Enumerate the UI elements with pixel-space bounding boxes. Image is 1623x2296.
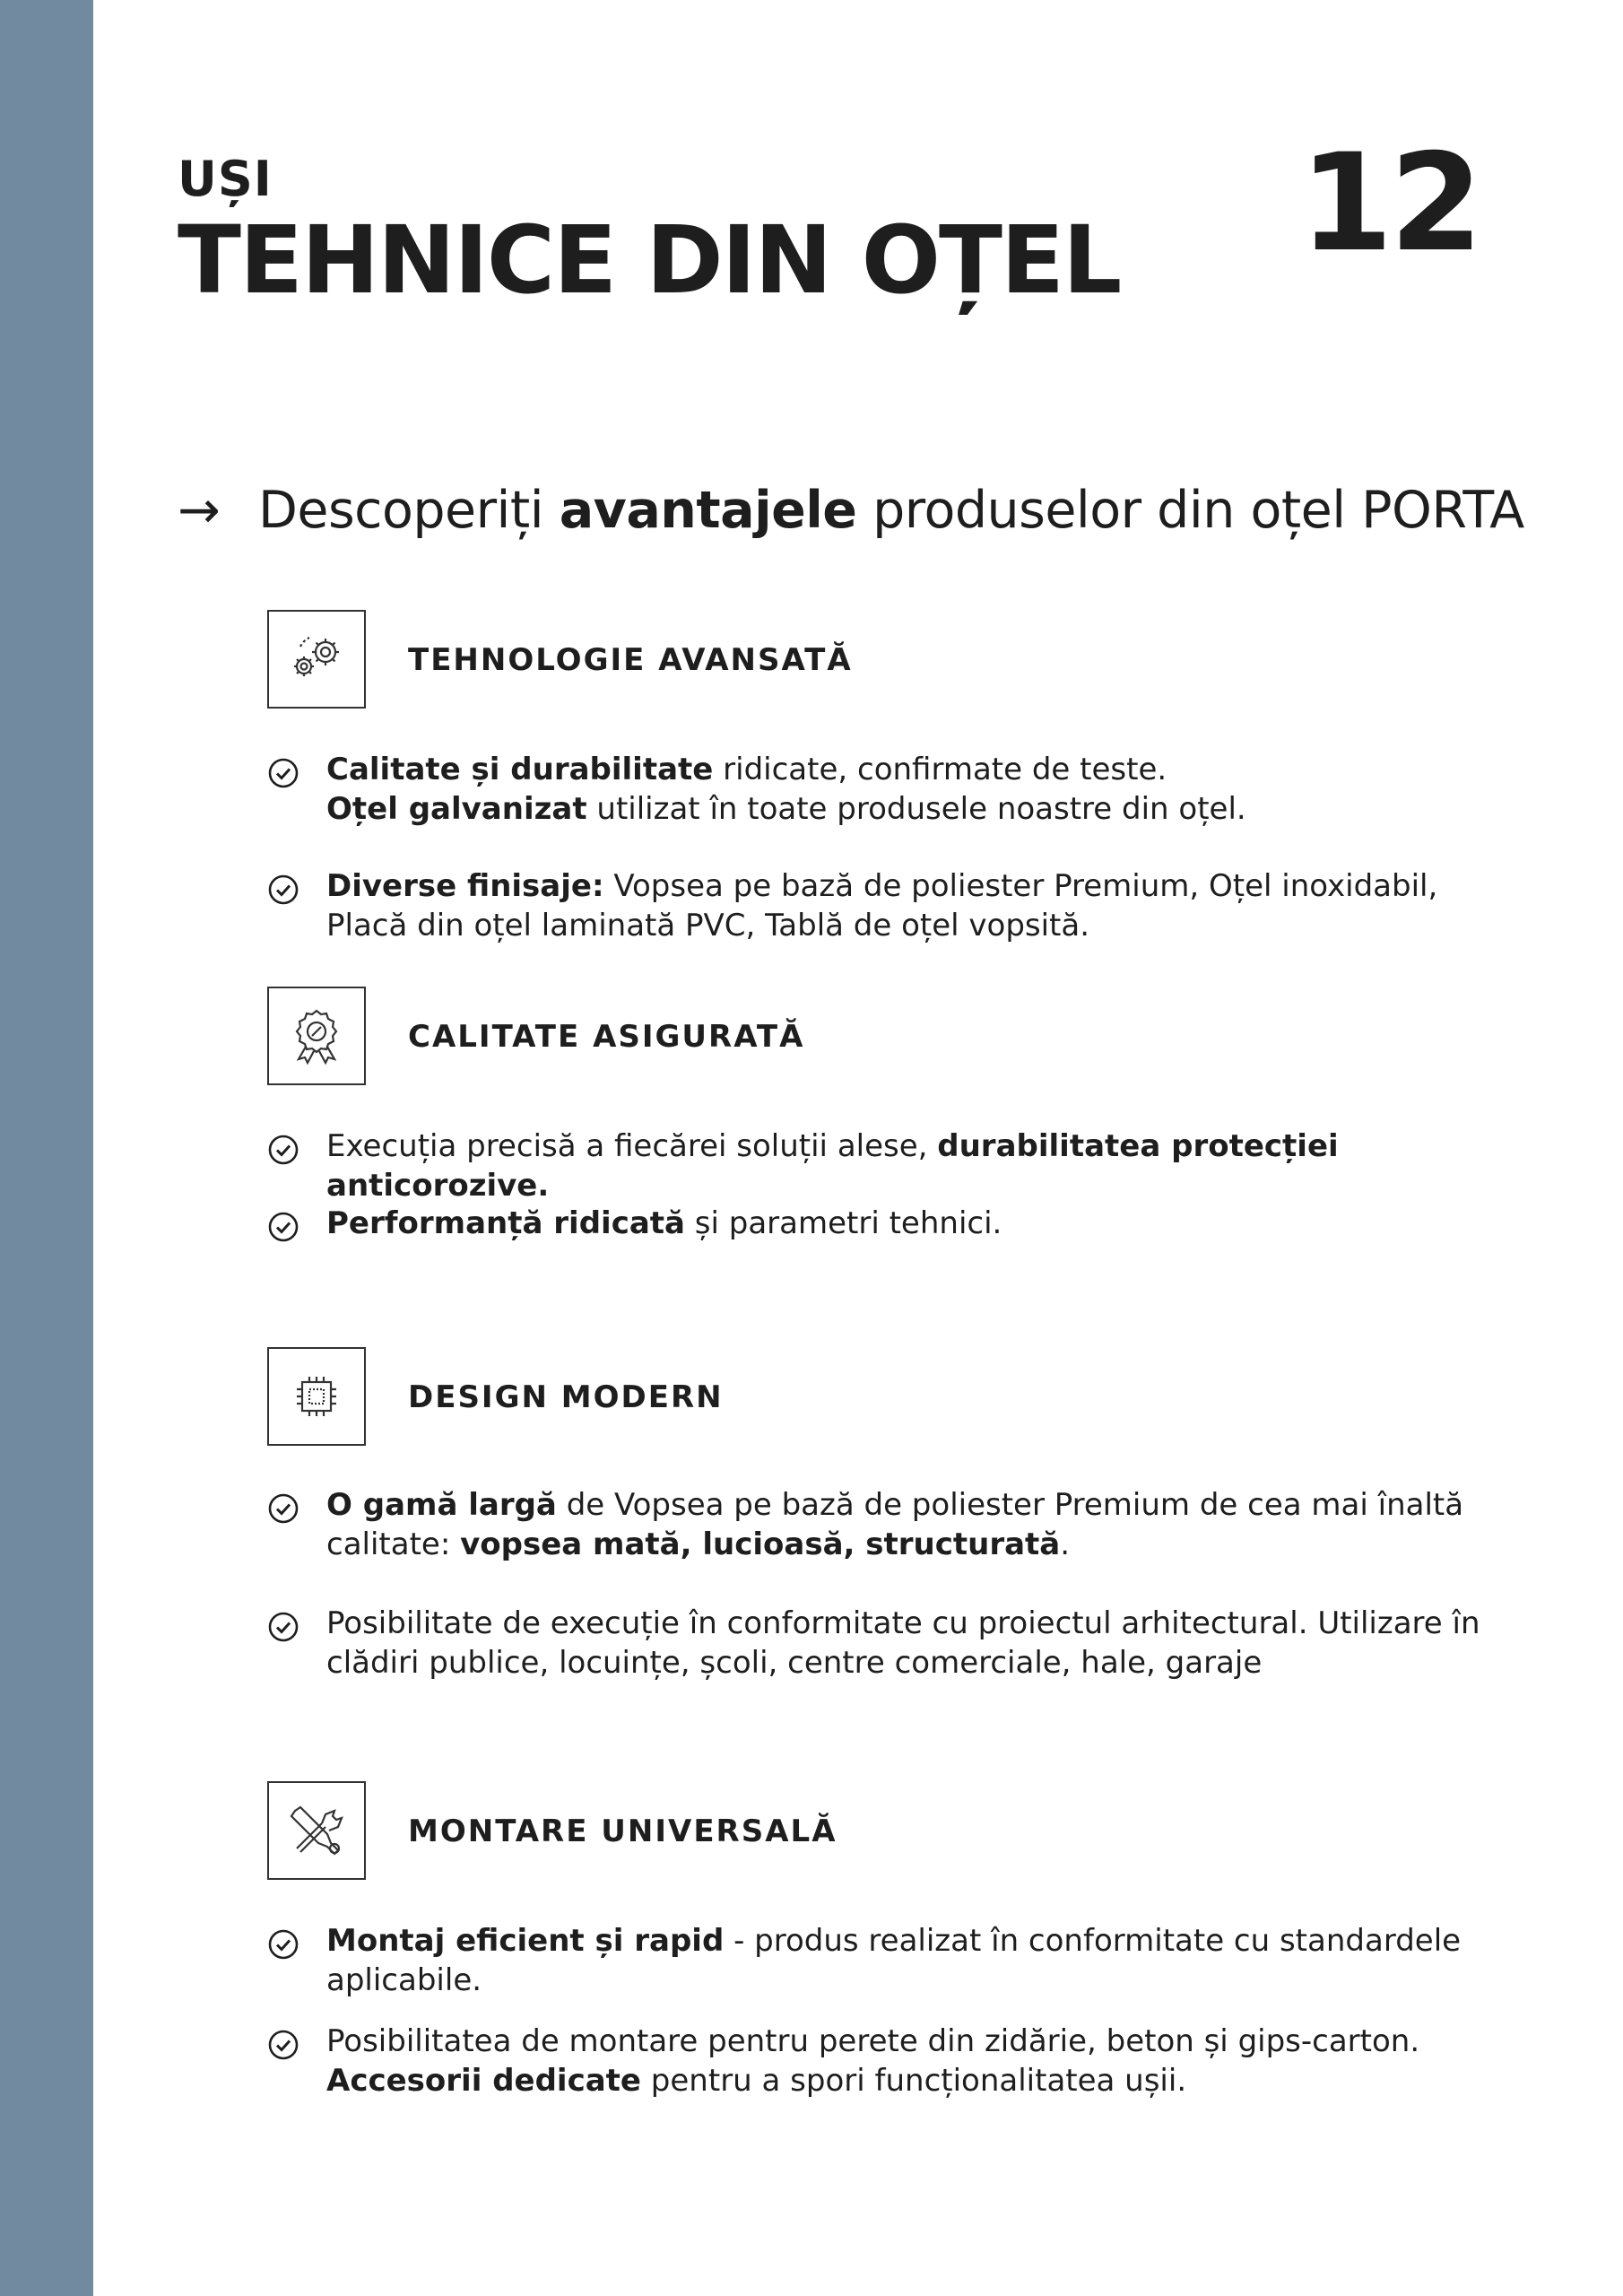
bullet-bold: Accesorii dedicate [326,2063,641,2099]
bullet-item [267,866,1523,945]
check-circle-icon [267,1134,299,1166]
bullet-text: . [1060,1526,1071,1562]
bullet-text: Posibilitate de execuție în conformitate cu proiectul arhitectural. Utilizare în [326,1605,1480,1641]
bullet-item [267,1921,1523,2000]
bullet-text: - produs realizat în conformitate cu standardele [724,1923,1462,1959]
bullet-bold: durabilitatea protecției anticorozive. [326,1128,1339,1204]
bullet-bold: Calitate și durabilitate [326,752,714,787]
intro-post: produselor din oțel PORTA [856,481,1524,540]
bullet-item [267,1204,1523,1243]
page-title: TEHNICE DIN OȚEL [178,205,1121,315]
bullet-text: Execuția precisă a fiecărei soluții alese, [326,1128,938,1164]
bullet-item [267,1126,1523,1205]
sidebar-band [0,0,93,2296]
bullet-bold: Oțel galvanizat [326,791,587,827]
header-subtitle: UȘI [178,151,273,207]
bullet-bold: vopsea mată, lucioasă, structurată [460,1526,1061,1562]
bullet-item [267,1604,1523,1683]
bullet-text: clădiri publice, locuințe, școli, centre comerciale, hale, garaje [326,1645,1263,1681]
check-circle-icon [267,1492,299,1525]
check-circle-icon [267,757,299,789]
bullet-bold: O gamă largă [326,1487,557,1523]
intro-bold: avantajele [559,481,857,540]
page-number: 12 [1299,126,1480,282]
bullet-text: de Vopsea pe bază de poliester Premium de cea mai înaltă [556,1487,1464,1523]
bullet-text: utilizat în toate produsele noastre din oțel. [586,791,1246,827]
check-circle-icon [267,874,299,906]
intro-line [178,481,1524,540]
bullet-item [267,750,1523,829]
bullet-text: și parametri tehnici. [684,1205,1002,1241]
bullet-text: Posibilitatea de montare pentru perete din zidărie, beton și gips-carton. [326,2023,1420,2059]
tools-icon [267,1781,366,1880]
intro-pre: Descoperiți [258,481,560,540]
bullet-item [267,2022,1523,2100]
bullet-text: Placă din oțel laminată PVC, Tablă de oțel vopsită. [326,908,1090,944]
gears-icon [267,610,366,709]
section-title: MONTARE UNIVERSALĂ [408,1813,838,1849]
bullet-text: calitate: [326,1526,461,1562]
check-circle-icon [267,1928,299,1961]
bullet-text: pentru a spori funcționalitatea ușii. [641,2063,1187,2099]
section-title: DESIGN MODERN [408,1379,724,1415]
section-title: TEHNOLOGIE AVANSATĂ [408,642,853,678]
quality-badge-icon [267,987,366,1085]
bullet-bold: Performanță ridicată [326,1205,685,1241]
bullet-bold: Diverse finisaje: [326,868,604,904]
bullet-text: aplicabile. [326,1962,482,1998]
bullet-item [267,1485,1523,1564]
chip-icon [267,1347,366,1446]
check-circle-icon [267,1611,299,1643]
check-circle-icon [267,1211,299,1243]
section-title: CALITATE ASIGURATĂ [408,1019,805,1055]
check-circle-icon [267,2029,299,2061]
bullet-text: Vopsea pe bază de poliester Premium, Oțel inoxidabil, [603,868,1438,904]
bullet-bold: Montaj eficient și rapid [326,1923,725,1959]
bullet-text: ridicate, confirmate de teste. [713,752,1167,787]
arrow-right-icon: → [178,481,221,540]
